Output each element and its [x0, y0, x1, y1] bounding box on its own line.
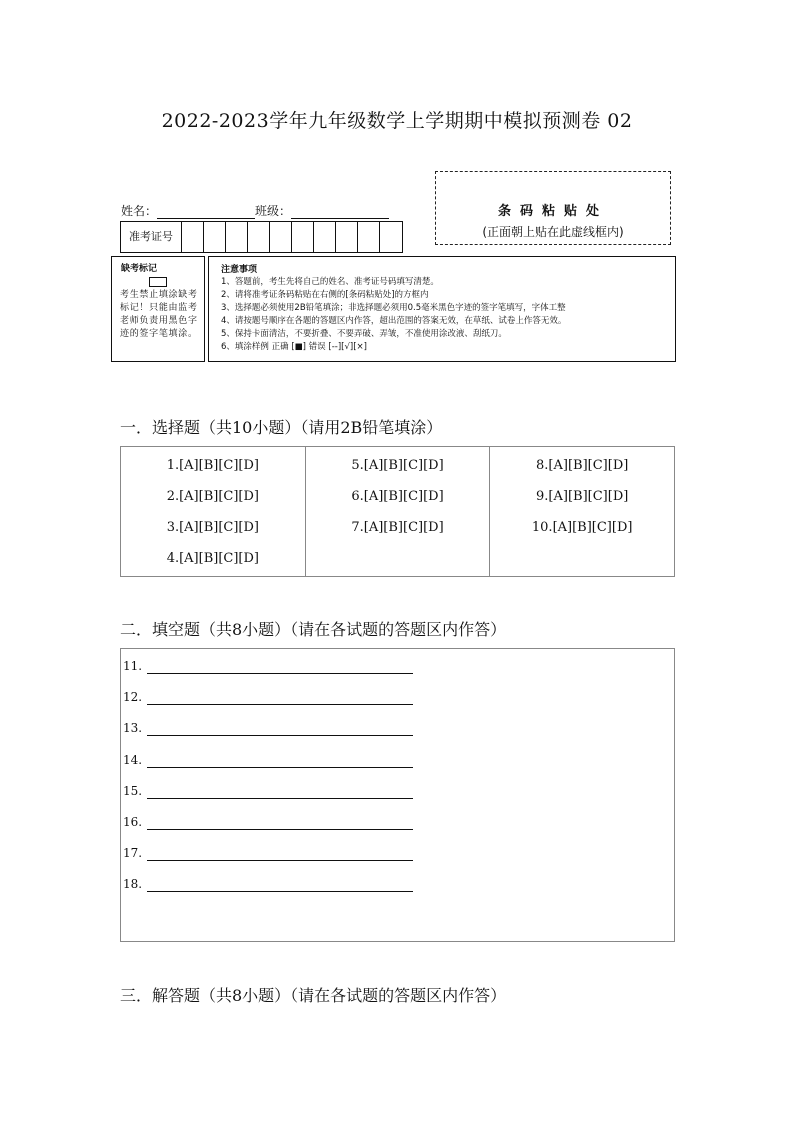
exam-id-label: 准考证号 — [121, 222, 182, 252]
choice-question[interactable]: 3.[A][B][C][D] — [166, 520, 259, 535]
choice-question[interactable]: 2.[A][B][C][D] — [166, 489, 259, 504]
fill-row — [123, 846, 142, 860]
fill-question-number: 17. — [123, 846, 143, 861]
exam-id-grid — [120, 221, 403, 253]
fill-row — [123, 721, 142, 735]
fill-question-number: 18. — [123, 877, 143, 892]
barcode-area — [435, 171, 671, 245]
exam-id-cell[interactable] — [314, 222, 336, 252]
notes-item: 4、请按题号顺序在各题的答题区内作答，超出范围的答案无效，在草纸、试卷上作答无效。 — [221, 316, 567, 326]
name-label: 姓名： — [121, 204, 158, 218]
absence-mark-text: 考生禁止填涂缺考标记！只能由监考老师负责用黑色字迹的签字笔填涂。 — [120, 290, 197, 339]
fill-answer-line[interactable] — [147, 704, 413, 705]
exam-id-cell[interactable] — [248, 222, 270, 252]
exam-id-cell[interactable] — [358, 222, 380, 252]
choice-answer-grid — [120, 446, 675, 577]
student-info-row — [121, 202, 389, 219]
exam-id-cell[interactable] — [182, 222, 204, 252]
exam-id-cell[interactable] — [336, 222, 358, 252]
choice-question[interactable]: 10.[A][B][C][D] — [531, 520, 633, 535]
class-label: 班级： — [255, 204, 292, 218]
fill-answer-line[interactable] — [147, 798, 413, 799]
fill-answer-line[interactable] — [147, 860, 413, 861]
notes-list — [209, 276, 675, 354]
fill-answer-area — [120, 648, 675, 942]
fill-question-number: 14. — [123, 752, 143, 767]
choice-question[interactable]: 6.[A][B][C][D] — [351, 489, 444, 504]
fill-row — [123, 784, 142, 798]
choice-question[interactable]: 4.[A][B][C][D] — [166, 551, 259, 566]
fill-question-number: 11. — [123, 659, 143, 673]
fill-answer-line[interactable] — [147, 767, 413, 768]
absence-mark-box — [111, 256, 205, 362]
fill-row — [123, 659, 142, 673]
section-choice-title: 一．选择题（共10小题）（请用2B铅笔填涂） — [120, 418, 443, 437]
class-field[interactable] — [291, 204, 389, 219]
page-title: 2022-2023学年九年级数学上学期期中模拟预测卷 02 — [161, 110, 633, 132]
exam-id-cell[interactable] — [270, 222, 292, 252]
notes-box — [208, 256, 676, 362]
fill-answer-line[interactable] — [147, 891, 413, 892]
exam-id-cell[interactable] — [292, 222, 314, 252]
barcode-subtitle: (正面朝上贴在此虚线框内) — [482, 225, 624, 239]
fill-question-number: 15. — [123, 783, 143, 798]
barcode-title: 条码粘贴处 — [497, 204, 608, 219]
exam-id-cell[interactable] — [204, 222, 226, 252]
fill-answer-line[interactable] — [147, 735, 413, 736]
choice-column — [490, 447, 674, 576]
fill-answer-line[interactable] — [147, 829, 413, 830]
fill-row — [123, 690, 142, 704]
notes-title: 注意事项 — [221, 265, 258, 275]
section-fill-title: 二．填空题（共8小题）（请在各试题的答题区内作答） — [120, 620, 507, 639]
fill-row — [123, 815, 142, 829]
notes-item: 3、选择题必须使用2B铅笔填涂；非选择题必须用0.5毫米黑色字迹的签字笔填写，字体工整 — [221, 303, 566, 313]
fill-question-number: 12. — [123, 690, 143, 705]
fill-question-number: 16. — [123, 815, 143, 829]
choice-column — [306, 447, 491, 576]
name-field[interactable] — [157, 204, 255, 219]
choice-question[interactable]: 7.[A][B][C][D] — [351, 520, 444, 535]
absence-mark-title: 缺考标记 — [121, 264, 158, 274]
notes-item: 1、答题前，考生先将自己的姓名、准考证号码填写清楚。 — [221, 277, 439, 287]
fill-answer-line[interactable] — [147, 673, 413, 674]
choice-question[interactable]: 5.[A][B][C][D] — [351, 458, 444, 473]
fill-row — [123, 753, 142, 767]
fill-question-number: 13. — [123, 721, 143, 736]
fill-row — [123, 877, 142, 891]
notes-item: 5、保持卡面清洁，不要折叠、不要弄破、弄皱，不准使用涂改液、刮纸刀。 — [221, 329, 507, 339]
choice-column — [121, 447, 306, 576]
choice-question[interactable]: 1.[A][B][C][D] — [166, 458, 259, 473]
absence-mark-checkbox[interactable] — [149, 277, 167, 287]
choice-question[interactable]: 9.[A][B][C][D] — [536, 489, 629, 504]
exam-id-cell[interactable] — [380, 222, 402, 252]
section-solve-title: 三．解答题（共8小题）（请在各试题的答题区内作答） — [120, 986, 507, 1005]
exam-id-cell[interactable] — [226, 222, 248, 252]
notes-item: 6、填涂样例 正确 [■] 错误 [--][√][×] — [221, 342, 367, 352]
choice-question[interactable]: 8.[A][B][C][D] — [536, 458, 629, 473]
notes-item: 2、请将准考证条码粘贴在右侧的[条码粘贴处]的方框内 — [221, 290, 429, 300]
